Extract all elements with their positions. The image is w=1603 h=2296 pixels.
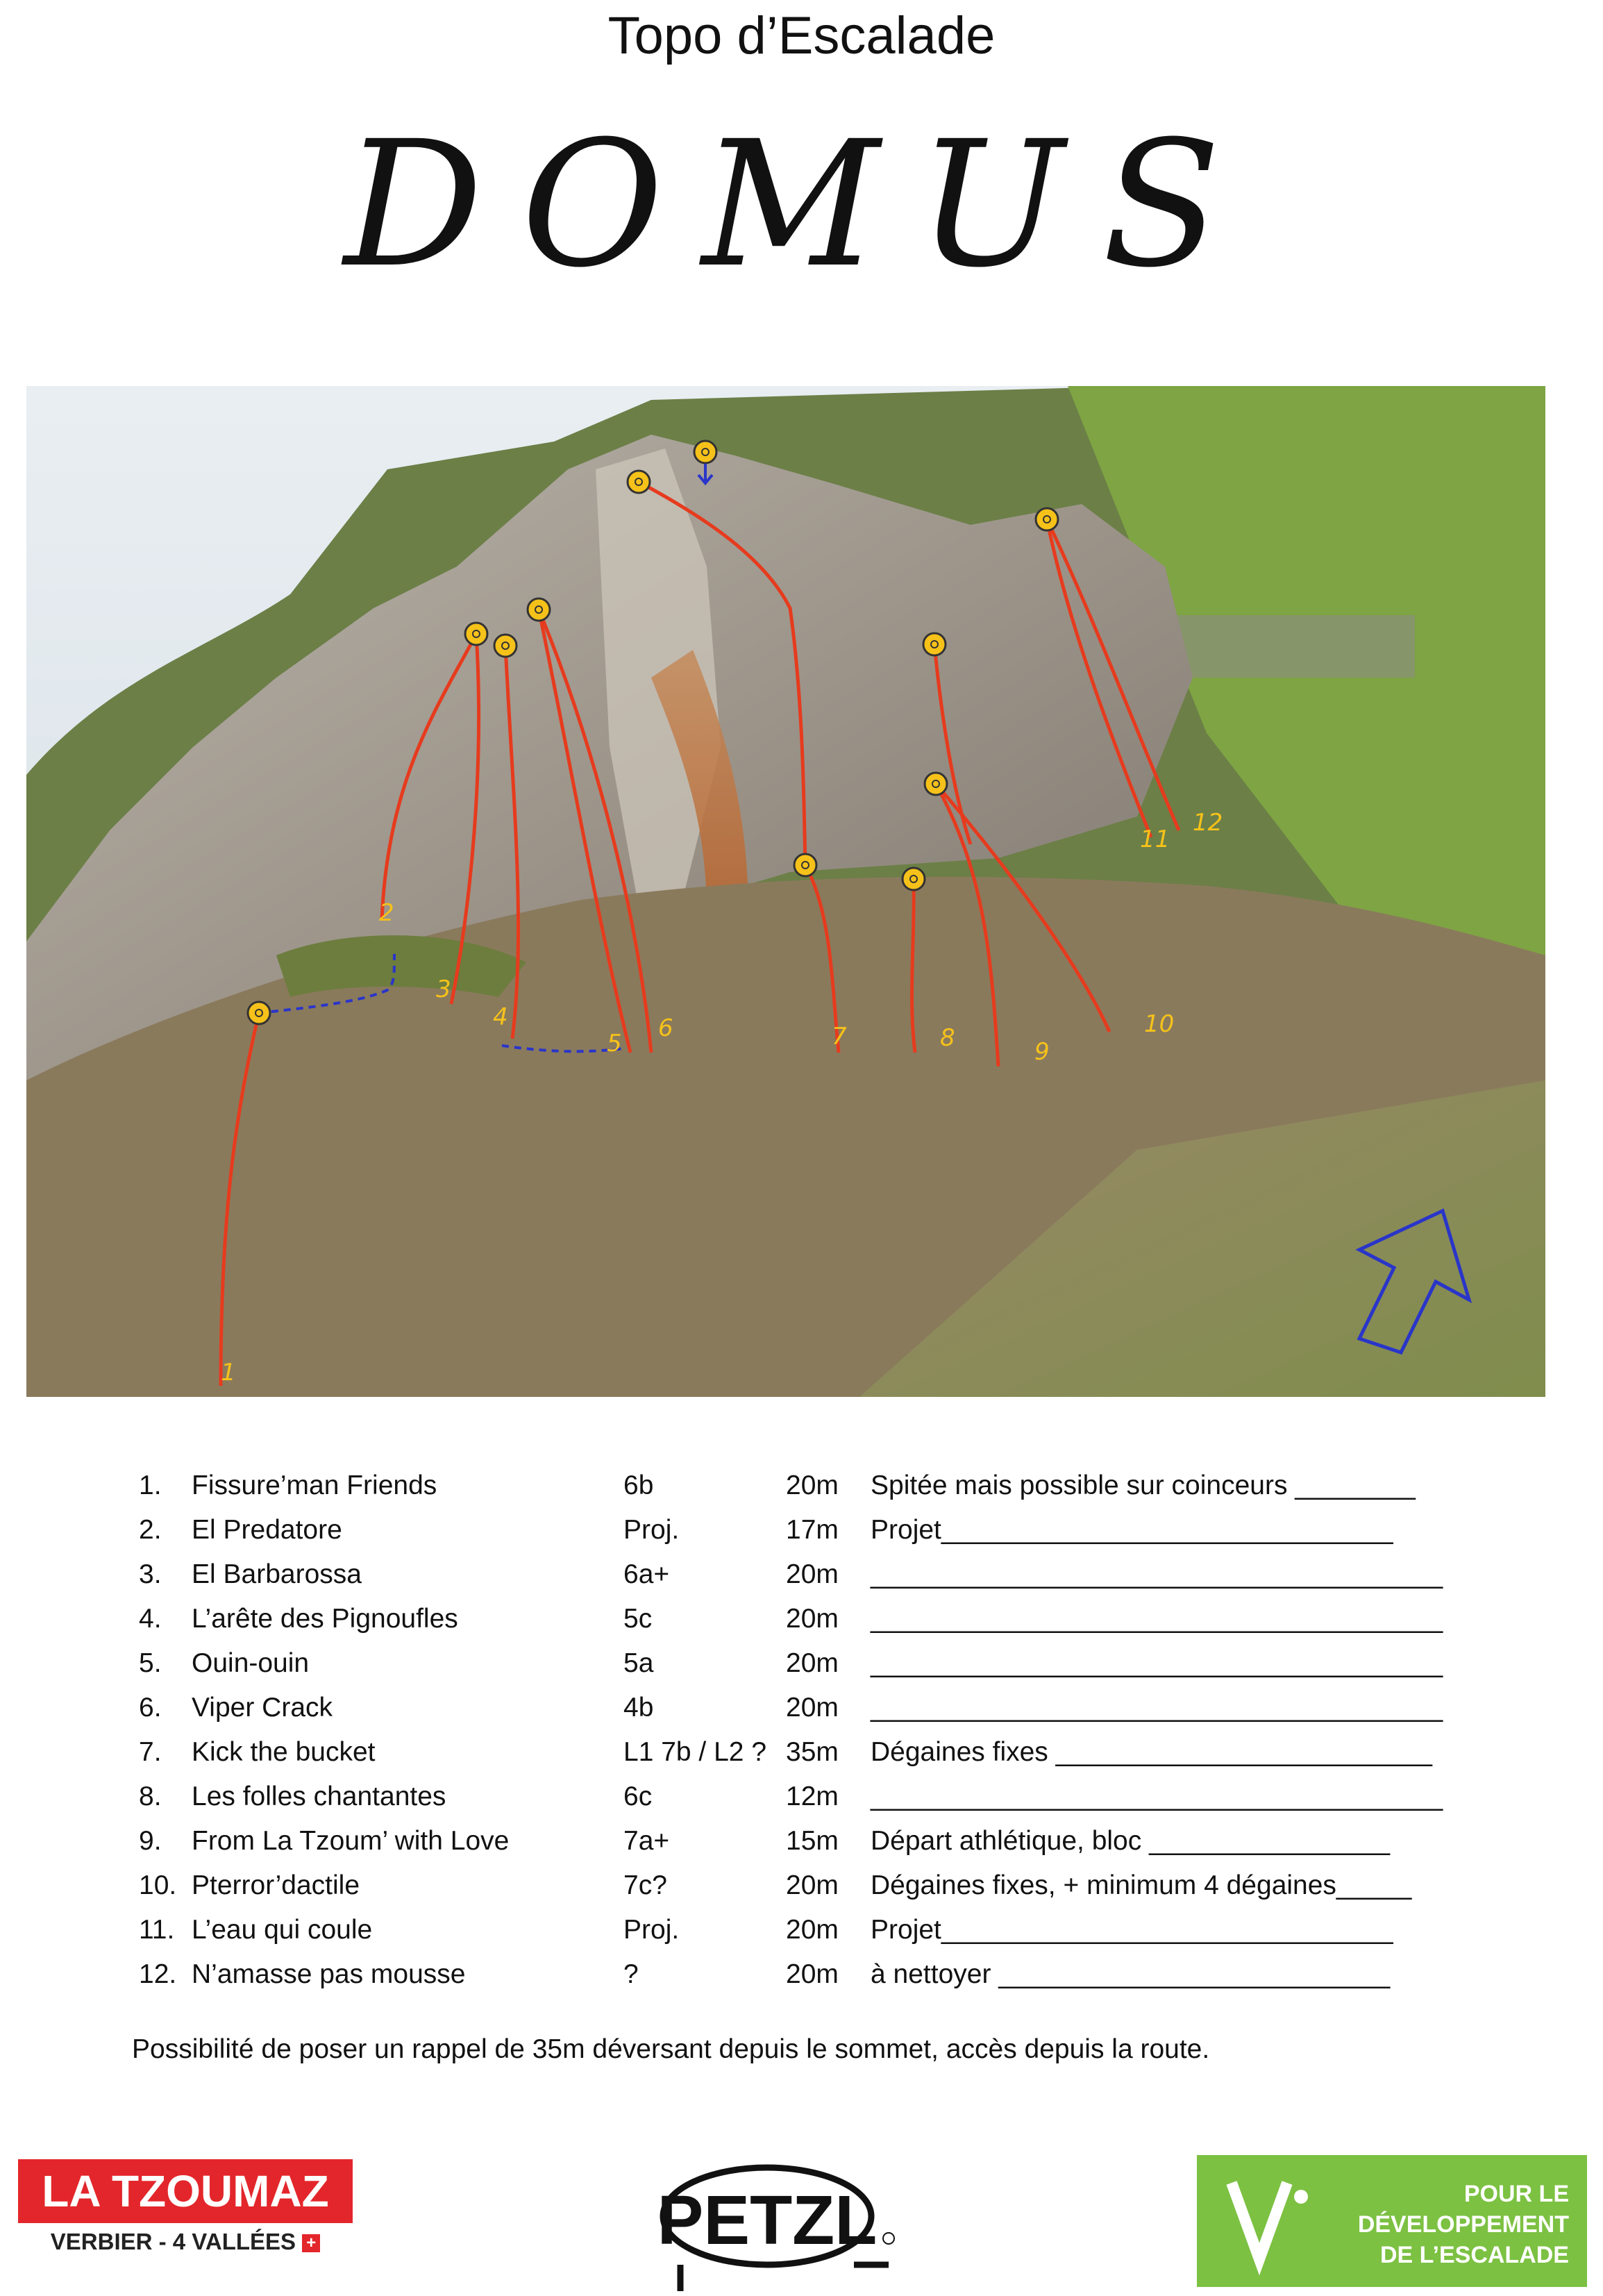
route-row	[139, 1648, 1458, 1693]
route-note: Dégaines fixes, + minimum 4 dégaines_____	[871, 1870, 1412, 1900]
anchor-icon	[465, 623, 487, 645]
route-label-2: 2	[379, 899, 394, 927]
route-note: ______________________________________	[871, 1648, 1443, 1678]
swiss-cross-icon: +	[302, 2234, 320, 2252]
route-row	[139, 1604, 1458, 1648]
fsdv-line-1: POUR LE	[1463, 2181, 1569, 2207]
route-grade: 5a	[623, 1648, 654, 1678]
route-row	[139, 1959, 1458, 2004]
route-note: Projet______________________________	[871, 1515, 1393, 1545]
route-length: 20m	[786, 1559, 839, 1589]
anchor-icon	[494, 635, 517, 657]
anchor-icon	[248, 1002, 270, 1024]
route-number: 7.	[139, 1737, 162, 1767]
route-length: 20m	[786, 1870, 839, 1900]
route-label-3: 3	[436, 975, 451, 1003]
route-grade: 5c	[623, 1604, 653, 1634]
route-note: Dégaines fixes _________________________	[871, 1737, 1432, 1767]
anchor-icon	[694, 441, 716, 463]
anchor-icon	[903, 868, 925, 890]
route-name: El Predatore	[192, 1515, 342, 1545]
route-grade: ?	[623, 1959, 639, 1989]
petzl-logo-svg	[653, 2161, 903, 2293]
route-grade: 7c?	[623, 1870, 667, 1900]
route-row	[139, 1826, 1458, 1870]
route-label-5: 5	[607, 1030, 622, 1057]
route-grade: 6c	[623, 1782, 653, 1811]
route-note: Projet______________________________	[871, 1915, 1393, 1945]
route-name: Les folles chantantes	[192, 1782, 446, 1811]
route-row	[139, 1915, 1458, 1959]
route-note: Départ athlétique, bloc ________________	[871, 1826, 1391, 1856]
route-label-6: 6	[658, 1014, 673, 1042]
route-label-9: 9	[1034, 1038, 1050, 1066]
route-length: 20m	[786, 1604, 839, 1634]
fsdv-emblem-icon	[1204, 2155, 1343, 2287]
route-length: 20m	[786, 1648, 839, 1678]
route-row	[139, 1870, 1458, 1915]
route-length: 15m	[786, 1826, 839, 1856]
route-label-10: 10	[1144, 1010, 1175, 1038]
route-label-12: 12	[1193, 809, 1223, 837]
route-number: 12.	[139, 1959, 177, 1989]
route-name: L’arête des Pignoufles	[192, 1604, 458, 1634]
topo-photo	[26, 386, 1545, 1397]
route-row	[139, 1470, 1458, 1515]
route-name: From La Tzoum’ with Love	[192, 1826, 510, 1856]
topo-svg	[26, 386, 1545, 1397]
la-tzoumaz-logo-text: LA TZOUMAZ	[18, 2159, 353, 2223]
page-subtitle: Topo d’Escalade	[607, 6, 996, 65]
anchor-icon	[528, 598, 550, 621]
anchor-icon	[794, 854, 816, 876]
fsdv-line-3: DE L’ESCALADE	[1379, 2242, 1569, 2268]
route-name: N’amasse pas mousse	[192, 1959, 466, 1989]
route-label-4: 4	[493, 1003, 508, 1031]
route-grade: 6b	[623, 1470, 654, 1500]
route-grade: 7a+	[623, 1826, 670, 1856]
route-row	[139, 1515, 1458, 1559]
anchor-icon	[628, 471, 650, 493]
route-row	[139, 1737, 1458, 1782]
la-tzoumaz-logo-subtext-label: VERBIER - 4 VALLÉES	[50, 2229, 296, 2254]
route-note: Spitée mais possible sur coinceurs ________	[871, 1470, 1416, 1500]
route-length: 35m	[786, 1737, 839, 1767]
route-grade: L1 7b / L2 ?	[623, 1737, 767, 1767]
route-note: ______________________________________	[871, 1693, 1443, 1723]
route-number: 8.	[139, 1782, 162, 1811]
route-name: El Barbarossa	[192, 1559, 362, 1589]
route-length: 20m	[786, 1693, 839, 1723]
route-name: Fissure’man Friends	[192, 1470, 437, 1500]
anchor-icon	[925, 773, 947, 795]
route-name: Ouin-ouin	[192, 1648, 310, 1678]
route-grade: Proj.	[623, 1915, 680, 1945]
fsdv-line-2: DÉVELOPPEMENT	[1357, 2211, 1569, 2238]
route-number: 1.	[139, 1470, 162, 1500]
route-note: à nettoyer __________________________	[871, 1959, 1391, 1989]
route-number: 2.	[139, 1515, 162, 1545]
fsdv-logo	[1197, 2155, 1587, 2287]
route-row	[139, 1559, 1458, 1604]
anchor-icon	[1036, 508, 1058, 530]
route-name: L’eau qui coule	[192, 1915, 373, 1945]
route-name: Kick the bucket	[192, 1737, 376, 1767]
route-row	[139, 1782, 1458, 1826]
route-label-1: 1	[221, 1359, 236, 1386]
route-note: ______________________________________	[871, 1782, 1443, 1811]
la-tzoumaz-logo-subtext	[18, 2229, 353, 2255]
route-number: 10.	[139, 1870, 177, 1900]
route-grade: 6a+	[623, 1559, 670, 1589]
la-tzoumaz-logo	[18, 2159, 353, 2265]
route-number: 9.	[139, 1826, 162, 1856]
route-name: Pterror’dactile	[192, 1870, 360, 1900]
route-length: 20m	[786, 1915, 839, 1945]
route-number: 6.	[139, 1693, 162, 1723]
route-length: 20m	[786, 1959, 839, 1989]
route-label-7: 7	[832, 1023, 847, 1050]
route-label-11: 11	[1140, 826, 1170, 853]
route-number: 3.	[139, 1559, 162, 1589]
route-grade: 4b	[623, 1693, 654, 1723]
route-row	[139, 1693, 1458, 1737]
page-title: DOMUS	[344, 103, 1259, 305]
route-number: 11.	[139, 1915, 175, 1945]
route-name: Viper Crack	[192, 1693, 333, 1723]
petzl-logo-text: PETZL	[657, 2181, 878, 2259]
route-number: 4.	[139, 1604, 162, 1634]
petzl-logo	[653, 2161, 903, 2293]
footnote: Possibilité de poser un rappel de 35m déversant depuis le sommet, accès depuis la route.	[132, 2034, 1210, 2064]
route-label-8: 8	[940, 1024, 955, 1052]
route-length: 12m	[786, 1782, 839, 1811]
route-note: ______________________________________	[871, 1604, 1443, 1634]
fsdv-logo-text	[1358, 2179, 1569, 2270]
route-note: ______________________________________	[871, 1559, 1443, 1589]
route-grade: Proj.	[623, 1515, 680, 1545]
route-length: 20m	[786, 1470, 839, 1500]
route-length: 17m	[786, 1515, 839, 1545]
anchor-icon	[923, 633, 946, 655]
route-number: 5.	[139, 1648, 162, 1678]
